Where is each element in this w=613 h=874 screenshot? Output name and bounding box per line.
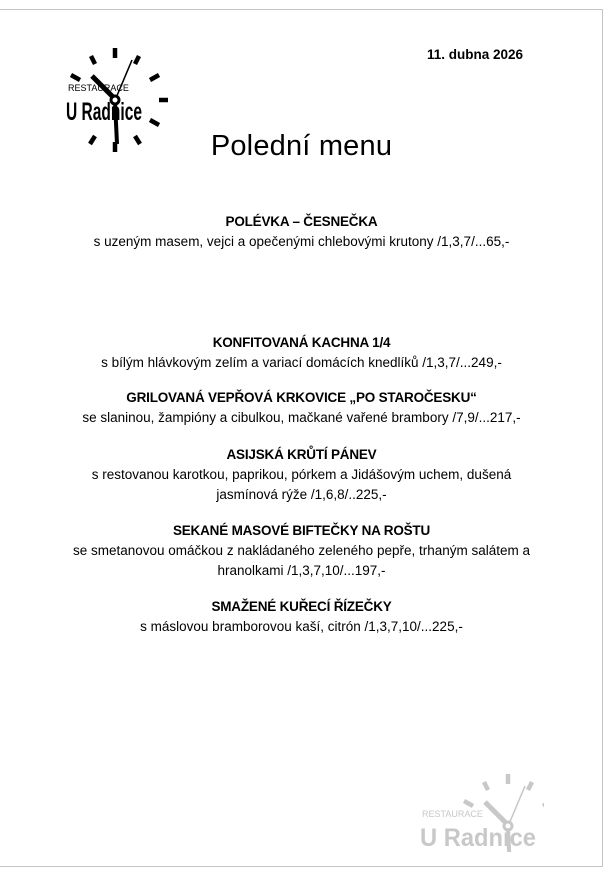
menu-item-name: SMAŽENÉ KUŘECÍ ŘÍZEČKY: [211, 599, 392, 614]
menu-item: [0, 212, 603, 252]
svg-text:RESTAURACE: RESTAURACE: [422, 809, 483, 819]
menu-item-description: se slaninou, žampióny a cibulkou, mačkané vařené brambory /7,9/...217,-: [82, 410, 521, 425]
menu-item-name: ASIJSKÁ KRŮTÍ PÁNEV: [226, 447, 377, 462]
menu-item: [0, 597, 603, 637]
menu-page: [0, 9, 603, 867]
menu-item-name: GRILOVANÁ VEPŘOVÁ KRKOVICE „PO STAROČESKU“: [126, 390, 477, 405]
menu-item-description: se smetanovou omáčkou z nakládaného zeleného pepře, trhaným salátem a hranolkami /1,3,7,10/...197,-: [72, 543, 531, 578]
svg-text:U Radnice: U Radnice: [420, 824, 537, 852]
menu-item-name: KONFITOVANÁ KACHNA 1/4: [212, 335, 391, 350]
svg-text:U Radnice: U Radnice: [66, 98, 143, 126]
menu-item-name: POLÉVKA – ČESNEČKA: [225, 214, 378, 229]
menu-item: [0, 445, 603, 505]
menu-item-name: SEKANÉ MASOVÉ BIFTEČKY NA ROŠTU: [172, 523, 431, 538]
svg-text:RESTAURACE: RESTAURACE: [68, 83, 129, 93]
menu-item: [0, 521, 603, 581]
menu-date: 11. dubna 2026: [427, 47, 524, 62]
menu-item-description: s bílým hlávkovým zelím a variací domácích knedlíků /1,3,7/...249,-: [101, 355, 502, 370]
page-title: [0, 130, 603, 163]
menu-item: [0, 388, 603, 428]
clock-icon: [394, 764, 544, 852]
menu-item: [0, 333, 603, 373]
footer-logo: [394, 764, 544, 852]
menu-item-description: s restovanou karotkou, paprikou, pórkem a Jidášovým uchem, dušená jasmínová rýže /1,6,8/..225,-: [91, 467, 512, 502]
page-title-text: Polední menu: [210, 130, 393, 162]
menu-item-description: s uzeným masem, vejci a opečenými chlebovými krutony /1,3,7/...65,-: [93, 234, 510, 249]
menu-item-description: s máslovou bramborovou kaší, citrón /1,3,7,10/...225,-: [140, 619, 463, 634]
